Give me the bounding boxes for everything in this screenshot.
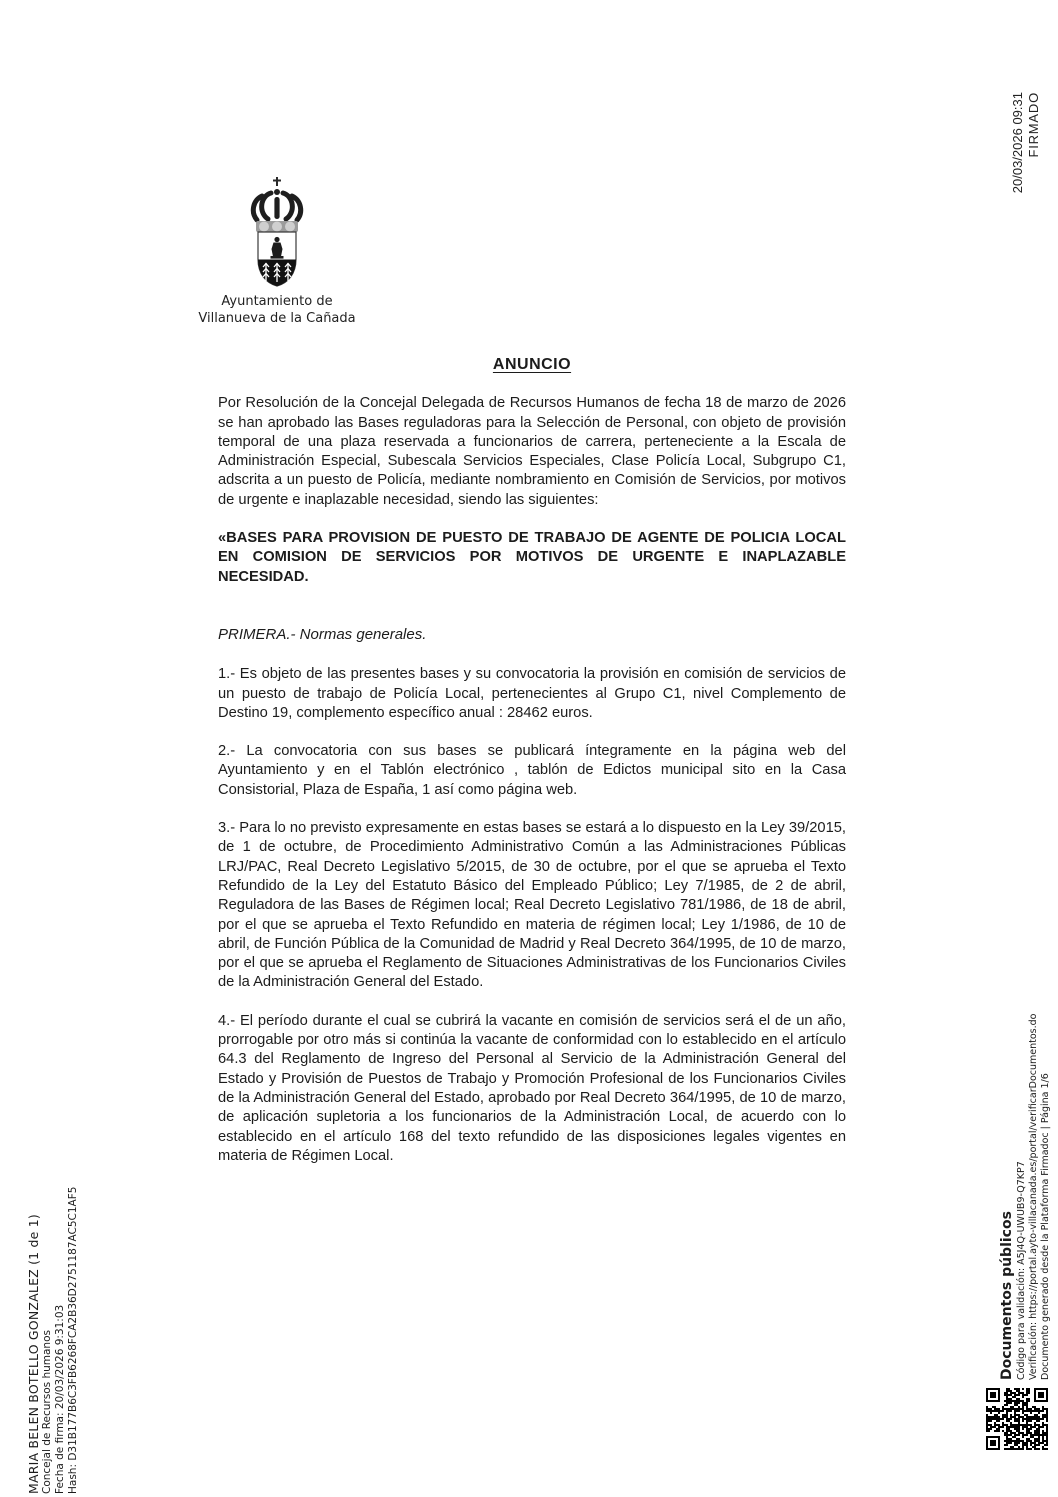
- municipality-name-line1: Ayuntamiento de: [221, 294, 333, 309]
- coat-of-arms-icon: [237, 176, 317, 290]
- signature-hash: Hash: D31B177B6C3FB6268FCA2B36D2751187AC5C1AF5: [67, 1186, 79, 1494]
- municipality-name-line2: Villanueva de la Cañada: [198, 311, 356, 326]
- signed-datetime: 20/03/2026 09:31: [1010, 92, 1025, 194]
- bases-heading: «BASES PARA PROVISION DE PUESTO DE TRABAJO DE AGENTE DE POLICIA LOCAL EN COMISION DE SERVICIOS POR MOTIVOS DE URGENTE E INAPLAZABLE NECESIDAD.: [218, 530, 846, 585]
- signed-status: FIRMADO: [1026, 92, 1041, 158]
- validation-code: Código para validación: A5J4Q-UWUB9-Q7KP7: [1016, 1161, 1027, 1380]
- document-body: [218, 355, 846, 1185]
- municipality-logo: [197, 176, 357, 327]
- section-heading: PRIMERA.- Normas generales.: [218, 625, 427, 643]
- validation-title: Documentos públicos: [999, 1211, 1015, 1380]
- municipality-name: [197, 293, 357, 327]
- signature-date: Fecha de firma: 20/03/2026 9:31:03: [54, 1304, 66, 1494]
- intro-paragraph: Por Resolución de la Concejal Delegada de Recursos Humanos de fecha 18 de marzo de 2026 se han aprobado las Bases reguladoras para la Selección de Personal, con objeto de provisión temporal de una plaza reservada a funcionarios de carrera, perteneciente a la Escala de Administración Especial, Subescala Servicios Especiales, Clase Policía Local, Subgrupo C1, adscrita a un puesto de Policía, mediante nombramiento en Comisión de Servicios, por motivos de urgente e inaplazable necesidad, siendo las siguientes:: [218, 395, 846, 508]
- signed-stamp: [1010, 92, 1042, 218]
- qr-code: [984, 1386, 1050, 1452]
- verification-url: Verificación: https://portal.ayto-villacanada.es/portal/verificarDocumentos.do: [1028, 1013, 1039, 1380]
- numbered-paragraph-1: 1.- Es objeto de las presentes bases y su convocatoria la provisión en comisión de servicios de un puesto de trabajo de Policía Local, pertenecientes al Grupo C1, nivel Complemento de Destino 19, complemento específico anual : 28462 euros.: [218, 666, 846, 721]
- numbered-paragraph-4: 4.- El período durante el cual se cubrirá la vacante en comisión de servicios será el de un año, prorrogable por otro más si continúa la vacante de conformidad con lo establecido en el artículo 64.3 del Reglamento de Ingreso del Personal al Servicio de la Administración General del Estado y Provisión de Puestos de Trabajo y Promoción Profesional de los Funcionarios Civiles de la Administración General del Estado, aprobado por Real Decreto 364/1995, de 10 de marzo, de aplicación supletoria a los funcionarios de la Administración Local, de acuerdo con lo establecido en el artículo 168 del texto refundido de las disposiciones legales vigentes en materia de Régimen Local.: [218, 1012, 846, 1164]
- validation-footer: [998, 968, 1052, 1380]
- signer-name: MARIA BELEN BOTELLO GONZALEZ (1 de 1): [26, 1214, 41, 1494]
- signer-role: Concejal de Recursos humanos: [41, 1330, 53, 1494]
- document-title: ANUNCIO: [492, 356, 572, 373]
- numbered-paragraph-2: 2.- La convocatoria con sus bases se publicará íntegramente en la página web del Ayuntamiento y en el Tablón electrónico , tablón de Edictos municipal sito en la Casa Consistorial, Plaza de España, 1 así como página web.: [218, 743, 846, 798]
- signature-sidebar: [26, 1084, 80, 1494]
- generated-platform: Documento generado desde la Plataforma Firmadoc | Página 1/6: [1040, 1073, 1051, 1380]
- numbered-paragraph-3: 3.- Para lo no previsto expresamente en estas bases se estará a lo dispuesto en la Ley 39/2015, de 1 de octubre, de Procedimiento Administrativo Común a las Administraciones Públicas LRJ/PAC, Real Decreto Legislativo 5/2015, de 30 de octubre, por el que se aprueba el Texto Refundido de la Ley del Estatuto Básico del Empleado Público; Ley 7/1985, de 2 de abril, Reguladora de las Bases de Régimen local; Real Decreto Legislativo 781/1986, de 18 de abril, por el que se aprueba el Texto Refundido en materia de régimen local; Ley 1/1986, de 10 de abril, de Función Pública de la Comunidad de Madrid y Real Decreto 364/1995, de 10 de marzo, por el que se aprueba el Reglamento de Situaciones Administrativas de los Funcionarios Civiles de la Administración General del Estado.: [218, 820, 846, 991]
